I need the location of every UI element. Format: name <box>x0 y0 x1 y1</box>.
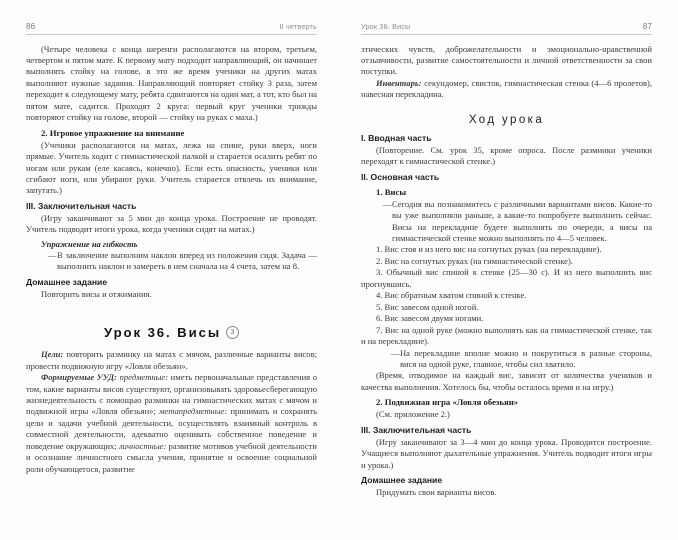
heading-homework-right: Домашнее задание <box>361 475 443 486</box>
left-running-head <box>26 22 317 35</box>
paragraph-attention-game: (Ученики располагаются на матах, лежа на спине, руки вверх, ноги прямые. Учитель ходит с гимнастической палкой и старается осалить ребят по ногам или рукам (еле касаясь, конечно). Если есть опасность, ученики или сгибают ноги, или убирают руки. Учитель старается отвлечь их внимание, запутать.) <box>26 139 317 196</box>
dash-marker-icon: — <box>391 347 400 358</box>
inventory-label: Инвентарь: <box>376 77 422 88</box>
heading-intro-part: I. Вводная часть <box>361 132 432 143</box>
list-item: 1. Вис стоя и из него вис на согнутых руках (на перекладине). <box>376 244 602 255</box>
heading-homework-left: Домашнее задание <box>26 276 108 287</box>
uud-label: Формируемые УУД: <box>41 372 117 383</box>
goals-label: Цели: <box>41 349 64 360</box>
heading-main-part: II. Основная часть <box>361 171 440 182</box>
heading-monkey-catch-game: 2. Подвижная игра «Ловля обезьян» <box>376 397 519 408</box>
right-running-head <box>361 22 652 35</box>
dash-marker-icon: — <box>383 198 392 209</box>
paragraph-homework-left: Повторить висы и отжимания. <box>41 288 152 299</box>
list-item: 4. Вис обратным хватом спиной к стенке. <box>376 290 527 301</box>
list-item: 6. Вис завесом двумя ногами. <box>376 313 484 324</box>
right-running-head-title: Урок 36. Висы <box>361 22 411 31</box>
inventory-text: секундомер, свисток, гимнастическая стенка (4—6 пролетов), навесная перекладина. <box>361 77 652 100</box>
list-item-flexibility <box>26 250 317 273</box>
paragraph-uud-continuation: этических чувств, доброжелательности и эмоционально-нравственной отзывчивости, развитие самостоятельности и личной ответственности за свои поступки. <box>361 43 652 77</box>
paragraph-inventory <box>361 78 652 101</box>
list-item-text: Сегодня вы познакомитесь с различными вариантами висов. Какие-то вы уже выполняли раньше, а какие-то попробуете выполнить сейчас. Висы на перекладине будете выполнять по очереди, а висы на гимнастической стенке можно выполнять по 4—5 человек. <box>392 198 652 244</box>
paragraph-goals <box>26 349 317 372</box>
paragraph-timing-note: (Время, отводимое на каждый вис, зависит от количества учеников и качества выполнения. Хотелось бы, чтобы осталось время и на игру.) <box>361 370 652 392</box>
heading-final-part: III. Заключительная часть <box>26 200 137 211</box>
uud-personal-label: личностные: <box>116 440 167 451</box>
lesson-title-block <box>26 325 317 340</box>
list-item: 7. Вис на одной руке (можно выполнять как на гимнастической стенке, так и на перекладине). <box>361 324 652 347</box>
uud-subject-text: иметь первоначальные представления о том, какие варианты висов существуют, организовывать здоровьесберегающую жизнедеятельность с помощью разминки на гимнастических матах с мячом и подвижной игры «Ловля обезьян»; <box>26 372 317 417</box>
right-page-number: 87 <box>642 22 652 31</box>
list-item: 5. Вис завесом одной ногой. <box>376 301 479 312</box>
lesson-number-badge-icon: 3 <box>226 326 239 339</box>
paragraph-warmup-rotation: (Четыре человека с конца шеренги располагаются на втором, третьем, четвертом и пятом мате. К первому мату подходит направляющий, он начинает выполнять стойку на голове, в это же время ученики на других матах выполняют нужные задания. Направляющий повторяет стойку 3 раза, затем переходит к следующему мату, ребята сдвигаются на один мат, а тот, кто был на пятом мате, садится. Проходят 2 круга: первый круг ученики трижды повторяют стойку на голове, второй — стойку на руках с маха.) <box>26 43 317 123</box>
paragraph-intro-part: (Повторение. См. урок 35, кроме опроса. После разминки ученики переходят к гимнастической стенке.) <box>361 144 652 167</box>
paragraph-uud <box>26 372 317 475</box>
heading-attention-game: 2. Игровое упражнение на внимание <box>41 127 185 138</box>
hangs-numbered-list <box>361 244 652 347</box>
goals-text: повторить разминку на матах с мячом, различные варианты висов; провести подвижную игру «Ловля обезьян». <box>26 349 317 371</box>
heading-hangs: 1. Висы <box>376 186 407 197</box>
paragraph-homework-right: Придумать свои варианты висов. <box>376 487 497 498</box>
heading-course-of-lesson: Ход урока <box>468 113 545 126</box>
uud-personal-text: развитие мотивов учебной деятельности и осознание личностного смысла учения, принятие и освоение социальной роли обучающегося, развитие <box>26 440 317 474</box>
list-item: 3. Обычный вис спиной к стенке (25—30 с). И из него выполнить вис прогнувшись. <box>361 267 652 289</box>
lesson-title: Урок 36. Висы <box>104 325 221 341</box>
list-item: 2. Вис на согнутых руках (на гимнастической стенке). <box>376 255 573 266</box>
left-page-number: 86 <box>26 22 36 31</box>
uud-subject-label: предметные: <box>116 372 169 383</box>
paragraph-final-part-right: (Игру заканчивают за 3—4 мин до конца урока. Проводится построение. Учащиеся выполняют дыхательные упражнения. Учитель подводит итоги игры и урока.) <box>361 436 652 470</box>
paragraph-final-part: (Игру заканчивают за 5 мин до конца урока. Построение не проводят. Учитель подводит итоги урока, когда ученики сидят на матах.) <box>26 212 317 235</box>
paragraph-monkey-catch-reference: (См. приложение 2.) <box>376 409 450 420</box>
left-running-head-title: II четверть <box>279 22 317 31</box>
list-item-text: На перекладине вполне можно и покрутиться в разные стороны, вися на одной руке, главное, чтобы сил хватило. <box>400 347 652 370</box>
heading-flexibility-exercise: Упражнение на гибкость <box>41 238 138 249</box>
heading-final-part-right: III. Заключительная часть <box>361 424 472 435</box>
right-page <box>339 0 678 540</box>
list-item-hangs-intro <box>361 199 652 245</box>
uud-meta-text: принимать и сохранять цели и задачи учебной деятельности, осуществлять взаимный контроль в совместной деятельности, адекватно оценивать собственное поведение и поведение окружающих; <box>26 406 317 451</box>
list-item-text: В заключение выполним наклон вперед из положения сидя. Задача — выполнить наклон и замереть в нем сначала на 4 счета, затем на 8. <box>57 249 317 272</box>
list-item-bar-spin <box>361 348 652 371</box>
dash-marker-icon: — <box>48 249 57 260</box>
uud-meta-label: метапредметные: <box>155 406 228 417</box>
